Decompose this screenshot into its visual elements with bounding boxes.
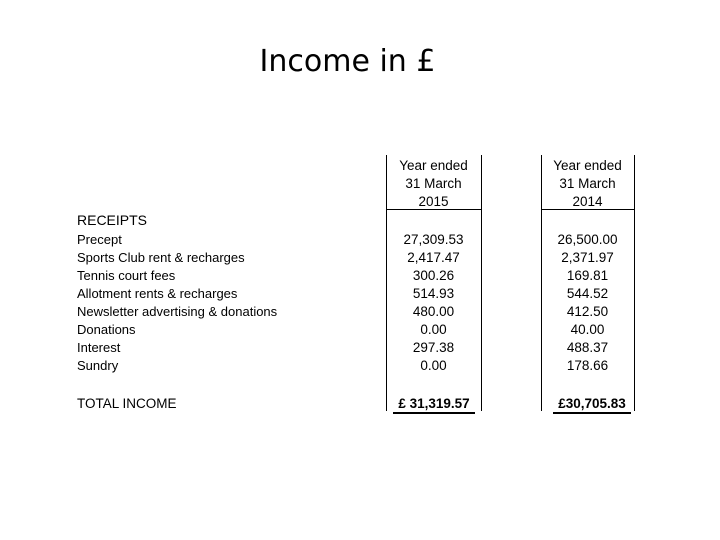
- value-2015-newsletter: 480.00: [412, 304, 455, 319]
- value-2015-sports-club: 2,417.47: [407, 250, 460, 265]
- value-2014-sports-club: 2,371.97: [561, 250, 614, 265]
- column-header-line1: Year ended: [553, 158, 622, 173]
- value-2014-allotment: 544.52: [566, 286, 609, 301]
- section-heading-receipts: RECEIPTS: [77, 212, 148, 228]
- row-label-allotment: Allotment rents & recharges: [77, 286, 238, 301]
- value-2015-tennis: 300.26: [412, 268, 455, 283]
- value-2014-donations: 40.00: [570, 322, 605, 337]
- row-label-interest: Interest: [77, 340, 121, 355]
- column-header-year: 2015: [418, 194, 449, 209]
- value-2014-newsletter: 412.50: [566, 304, 609, 319]
- column-header-line2: 31 March: [405, 176, 462, 191]
- column-header-2015: [386, 157, 481, 211]
- total-income-2015: £ 31,319.57: [393, 396, 475, 414]
- value-2015-sundry: 0.00: [420, 358, 447, 373]
- row-label-sundry: Sundry: [77, 358, 119, 373]
- page-title: Income in £: [259, 44, 436, 79]
- column-header-2014: [541, 157, 634, 211]
- value-2015-donations: 0.00: [420, 322, 447, 337]
- value-2015-interest: 297.38: [412, 340, 455, 355]
- column-header-line1: Year ended: [399, 158, 468, 173]
- row-label-newsletter: Newsletter advertising & donations: [77, 304, 278, 319]
- value-2014-sundry: 178.66: [566, 358, 609, 373]
- row-label-donations: Donations: [77, 322, 136, 337]
- column-header-year: 2014: [572, 194, 603, 209]
- column-header-line2: 31 March: [559, 176, 616, 191]
- row-label-tennis: Tennis court fees: [77, 268, 176, 283]
- value-2015-precept: 27,309.53: [403, 232, 464, 247]
- value-2015-allotment: 514.93: [412, 286, 455, 301]
- value-2014-interest: 488.37: [566, 340, 609, 355]
- row-label-precept: Precept: [77, 232, 122, 247]
- total-income-2014: £30,705.83: [553, 396, 631, 414]
- value-2014-precept: 26,500.00: [557, 232, 618, 247]
- row-label-sports-club: Sports Club rent & recharges: [77, 250, 245, 265]
- value-2014-tennis: 169.81: [566, 268, 609, 283]
- total-income-label: TOTAL INCOME: [77, 396, 177, 411]
